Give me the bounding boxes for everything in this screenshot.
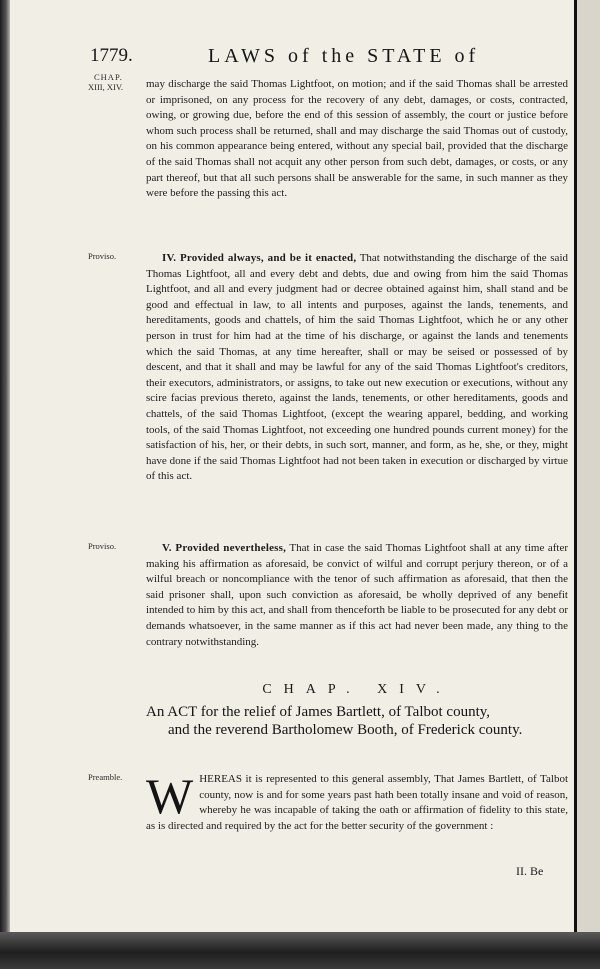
section-v (146, 541, 568, 650)
margin-chap (88, 72, 142, 92)
act-title-line-2: and the reverend Bartholomew Booth, of Frederick county. (168, 721, 523, 738)
section-iv-lead: IV. Provided always, and be it enacted, (162, 252, 357, 264)
margin-chap-label: CHAP. (94, 72, 123, 82)
page-header (90, 45, 570, 69)
catchword: II. Be (516, 864, 544, 878)
chapter-heading: CHAP. XIV. (262, 682, 452, 697)
drop-cap: W (146, 768, 194, 824)
facing-page-edge (574, 0, 600, 932)
margin-preamble: Preamble. (88, 772, 123, 782)
preamble-text: HEREAS it is represented to this general assembly, That James Bartlett, of Talbot county, now is and for some years past hath been totally insane and void of reason, whereby he was incapable of taking the oath or affirmation of fidelity to this state, as is directed and required by the act for the better security of the government : (146, 773, 568, 832)
paragraph-continuation (146, 77, 568, 202)
act-title (146, 704, 568, 739)
section-v-text: That in case the said Thomas Lightfoot shall at any time after making his affirmation as aforesaid, be convict of wilful and corrupt perjury thereon, or of a wilful breach or noncompliance with the tenor of such affirmation as aforesaid, that then the said prisoner shall, upon such conviction as aforesaid, be wholly deprived of any benefit intended to him by this act, and shall from thenceforth be liable to be prosecuted for any debt or demands whatsoever, in the same manner as if this act had never been made, any thing to the contrary notwithstanding. (146, 542, 568, 648)
margin-chap-numbers: XIII, XIV. (88, 82, 124, 92)
margin-proviso-2: Proviso. (88, 541, 117, 551)
section-iv-text: That notwithstanding the discharge of the said Thomas Lightfoot, all and every debt and debts, due and owing from him the said Thomas Lightfoot, and all and every judgment had or decree obtained against him, shall stand and be good and effectual in law, to all intents and purposes, against the lands, tenements, and hereditaments, goods and chattels, of him the said Thomas Lightfoot, which he or any other person in trust for him had at the time of his discharge, or against the lands and tenements which the said Thomas, at any time hereafter, shall or may be seised or possessed of by descent, and that it shall and may be lawful for any of the said Thomas Lightfoot's creditors, their executors, administrators, or assigns, to take out new execution or executions, without any scire facias previous thereto, against the lands, tenements, or other hereditaments, goods and chattels, of the said Thomas Lightfoot, (except the wearing apparel, bedding, and working tools, of the said Thomas Lightfoot, not exceeding one hundred pounds current money) for the satisfaction of his, her, or their debts, in such sort, manner, and form, as he, she, or they, might have done if the said Thomas Lightfoot had not been taken in execution or discharged by virtue of this act. (146, 252, 568, 483)
paragraph-1: may discharge the said Thomas Lightfoot, on motion; and if the said Thomas shall be arrested or imprisoned, on any process for the recovery of any debt, damages, or costs, contracted, owing, or growing due, before the end of this session of assembly, the court or justice before whom such process shall be returned, shall and may discharge the said Thomas out of custody, on his common appearance being entered, without any special bail, provided that the discharge of the said Thomas shall not acquit any other person from such debt, damages, or costs, or any part thereof, but that all such persons shall be answerable for the same, in such manner as they were before the passing this act. (146, 78, 568, 200)
running-title: LAWS of the STATE of (208, 45, 480, 67)
section-v-lead: V. Provided nevertheless, (162, 542, 287, 554)
section-iv (146, 251, 568, 485)
margin-proviso-1: Proviso. (88, 251, 117, 261)
binding-gutter (0, 0, 10, 932)
page-bottom-shadow (0, 932, 600, 969)
page-year: 1779. (90, 45, 133, 66)
preamble (146, 768, 568, 834)
act-title-line-1: An ACT for the relief of James Bartlett, of Talbot county, (146, 704, 491, 720)
